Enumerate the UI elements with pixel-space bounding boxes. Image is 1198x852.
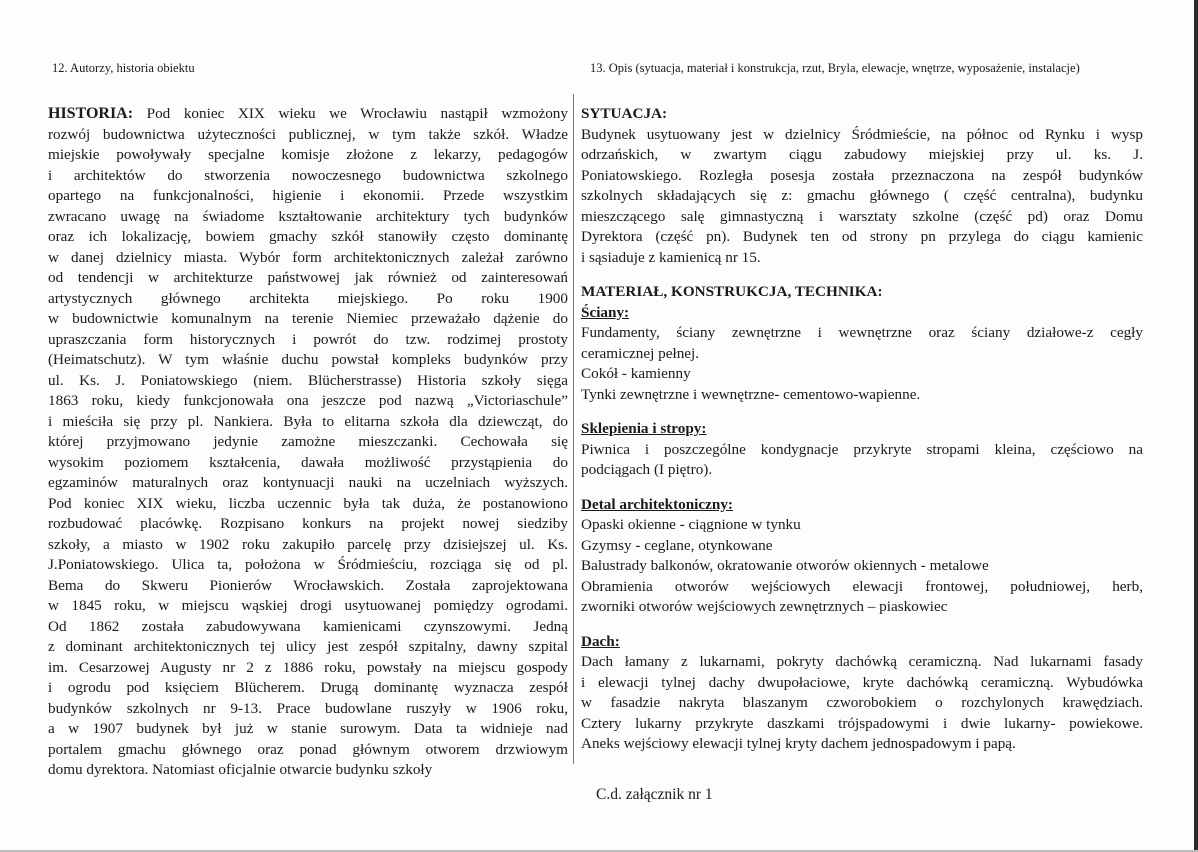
historia-line: i ogrodu pod księciem Blücherem. Drugą dominantę wyznacza zespół: [48, 679, 568, 696]
header-left: 12. Autorzy, historia obiektu: [52, 61, 195, 75]
historia-line: upraszczania form historycznych i powrót do tzw. rodzimej prostoty: [48, 330, 568, 348]
historia-line: J.Poniatowskiego. Ulica ta, położona w Śródmieściu, rozciąga się od pl.: [48, 556, 568, 573]
historia-line: z dominant architektonicznych tej ulicy jest zespół szpitalny, dawny szpital: [48, 638, 568, 655]
historia-line: budynków szkolnych nr 9-13. Prace budowlane ruszyły w 1906 roku,: [48, 699, 568, 717]
historia-line: w budownictwie komunalnym na terenie Niemiec przeważało dążenie do: [48, 310, 568, 327]
historia-line: oraz ich lokalizację, bowiem gmachy szkół stanowiły często dominantę: [48, 228, 568, 245]
sytuacja-line: i sąsiaduje z kamienicą nr 15.: [581, 248, 761, 266]
historia-line: i architektów do stworzenia nowoczesnego budownictwa szkolnego: [48, 166, 568, 184]
sytuacja-line: Dyrektora (część pn). Budynek ten od strony pn przylega do ciągu kamienic: [581, 228, 1143, 245]
historia-line: Bema do Skweru Pionierów Wrocławskich. Została zaprojektowana: [48, 576, 568, 594]
opis-section: [581, 104, 1143, 755]
sciany-line: ceramicznej pełnej.: [581, 344, 700, 362]
historia-line: artystycznych głównego architekta miejskiego. Po roku 1900: [48, 289, 568, 307]
footer-note: C.d. załącznik nr 1: [596, 786, 713, 803]
dach-line: Aneks wejściowy elewacji tylnej kryty dachem jednospadowym i papą.: [581, 735, 1016, 752]
dach-line: Dach łamany z lukarnami, pokryty dachówką ceramiczną. Nad lukarnami fasady: [581, 653, 1143, 670]
dach-line: i elewacji tylnej dachy dwupołaciowe, kryte dachówką ceramiczną. Wybudówka: [581, 673, 1143, 691]
historia-line: rozwój budownictwa użyteczności publicznej, w tym także szkół. Władze: [48, 125, 568, 143]
sciany-heading: Ściany:: [581, 303, 630, 321]
dach-heading: Dach:: [581, 632, 620, 650]
header-right: 13. Opis (sytuacja, materiał i konstrukcja, rzut, Bryla, elewacje, wnętrze, wyposażenie, instalacje): [590, 61, 1080, 75]
historia-line: której przyjmowano jedynie zamożne mieszczanki. Cechowała się: [48, 433, 568, 450]
sklepienia-line: podciągach (I piętro).: [581, 461, 713, 478]
dach-line: w fasadzie nakryta blaszanym czworobokiem o rozchylonych krawędziach.: [581, 694, 1143, 711]
historia-line: egzaminów maturalnych oraz kontynuacji nauki na uczelniach wyższych.: [48, 474, 568, 491]
historia-line: portalem gmachu głównego oraz ponad głównym otworem drzwiowym: [48, 740, 568, 758]
historia-line: domu dyrektora. Natomiast oficjalnie otwarcie budynku szkoły: [48, 761, 433, 778]
historia-line: im. Cesarzowej Augusty nr 2 z 1886 roku, powstały na miejscu gospody: [48, 658, 568, 676]
historia-line: w danej dzielnicy miasta. Wybór form architektonicznych zależał zarówno: [48, 248, 568, 266]
historia-section: [48, 104, 568, 781]
sciany-line: Fundamenty, ściany zewnętrzne i wewnętrzne oraz ściany działowe-z cegły: [581, 324, 1143, 341]
scan-edge: [1194, 0, 1198, 852]
historia-line: opartego na funkcjonalności, higienie i ekonomii. Przede wszystkim: [48, 187, 568, 204]
column-divider: [573, 94, 574, 764]
material-heading: MATERIAŁ, KONSTRUKCJA, TECHNIKA:: [581, 283, 883, 300]
dach-line: Cztery lukarny przykryte daszkami trójspadowymi i dwie lukarny- powiekowe.: [581, 714, 1143, 732]
historia-line: szkoły, a miasto w 1902 roku zakupiło parcelę przy dzisiejszej ul. Ks.: [48, 535, 568, 553]
historia-line: ul. Ks. J. Poniatowskiego (niem. Blücherstrasse) Historia szkoły sięga: [48, 371, 568, 389]
sciany-line: Tynki zewnętrzne i wewnętrzne- cementowo-wapienne.: [581, 385, 921, 403]
historia-line: Pod koniec XIX wieku, liczba uczennic była tak duża, że postanowiono: [48, 494, 568, 512]
sytuacja-line: odrzańskich, w zwartym ciągu zabudowy miejskiej przy ul. ks. J.: [581, 146, 1143, 163]
sciany-line: Cokół - kamienny: [581, 365, 691, 382]
sklepienia-heading: Sklepienia i stropy:: [581, 420, 707, 437]
historia-line: wysokim poziomem kształcenia, dawała możliwość przystąpienia do: [48, 453, 568, 471]
historia-line: a w 1907 budynek był już w stanie surowym. Data ta widnieje nad: [48, 720, 568, 737]
sytuacja-line: Budynek usytuowany jest w dzielnicy Śródmieście, na północ od Rynku i wysp: [581, 125, 1143, 143]
historia-line: rozbudować placówkę. Rozpisano konkurs na projekt nowej siedziby: [48, 515, 568, 532]
historia-line: HISTORIA: Pod koniec XIX wieku we Wrocławiu nastąpił wzmożony: [48, 105, 568, 122]
historia-line: (Heimatschutz). W tym właśnie duchu powstał kompleks budynków przy: [48, 351, 568, 368]
historia-line: Od 1862 została zabudowywana kamienicami czynszowymi. Jedną: [48, 617, 568, 635]
sytuacja-line: Poniatowskiego. Rozległa posesja została przeznaczona na zespół budynków: [581, 166, 1143, 184]
sytuacja-line: mieszczącego salę gimnastyczną i warsztaty szkolne (część pd) oraz Domu: [581, 207, 1143, 225]
historia-line: w 1845 roku, w miejscu wąskiej drogi usytuowanej pomiędzy ogrodami.: [48, 597, 568, 614]
historia-line: zwracano uwagę na świadome kształtowanie architektury tych budynków: [48, 207, 568, 225]
detal-line: zworniki otworów wejściowych zewnętrznych – piaskowiec: [581, 598, 948, 615]
detal-line: Gzymsy - ceglane, otynkowane: [581, 536, 773, 554]
historia-line: 1863 roku, kiedy funkcjonowała ona jeszcze pod nazwą „Victoriaschule”: [48, 392, 568, 409]
historia-line: i mieściła się przy pl. Nankiera. Była to elitarna szkoła dla dziewcząt, do: [48, 412, 568, 430]
detal-line: Opaski okienne - ciągnione w tynku: [581, 516, 801, 533]
sytuacja-heading: SYTUACJA:: [581, 105, 668, 122]
historia-line: miejskie powoływały specjalne komisje złożone z lekarzy, pedagogów: [48, 146, 568, 163]
sytuacja-line: szkolnych składających się z: gmachu głównego ( część centralna), budynku: [581, 187, 1143, 204]
detal-heading: Detal architektoniczny:: [581, 495, 733, 513]
sklepienia-line: Piwnica i poszczególne kondygnacje przykryte stropami kleina, częściowo na: [581, 440, 1143, 458]
historia-heading: HISTORIA:: [48, 105, 134, 122]
detal-line: Balustrady balkonów, okratowanie otworów okiennych - metalowe: [581, 557, 989, 574]
detal-line: Obramienia otworów wejściowych elewacji frontowej, południowej, herb,: [581, 577, 1143, 595]
historia-line: od tendencji w architekturze państwowej jak również od zainteresowań: [48, 269, 568, 286]
